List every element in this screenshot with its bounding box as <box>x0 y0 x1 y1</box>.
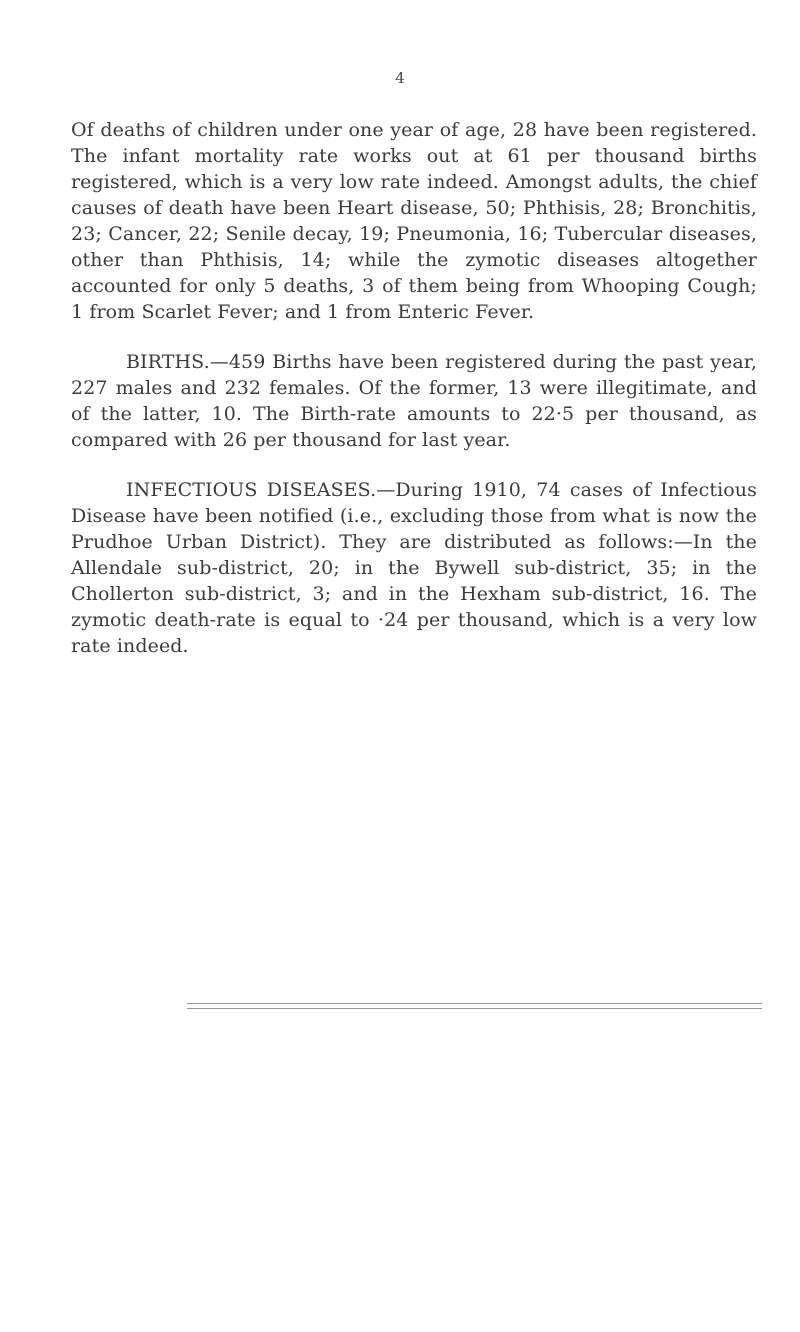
paragraph-infectious-diseases: INFECTIOUS DISEASES.—During 1910, 74 cases of Infectious Disease have been notified (i.e., excluding those from what is now the Prudhoe Urban District). They are distributed as follows:—In the Allendale sub-district, 20; in the Bywell sub-district, 35; in the Chollerton sub-district, 3; and in the Hexham sub-district, 16. The zymotic death-rate is equal to ·24 per thousand, which is a very low rate indeed. <box>71 479 757 657</box>
page-number: 4 <box>395 69 405 87</box>
paragraph-births: BIRTHS.—459 Births have been registered during the past year, 227 males and 232 females. Of the former, 13 were illegitimate, and of the latter, 10. The Birth-rate amounts to 22·5 per thousand, as compared with 26 per thousand for last year. <box>71 351 757 451</box>
divider-rule-bottom <box>187 1008 762 1009</box>
paragraph-infant-mortality: Of deaths of children under one year of age, 28 have been registered. The infant mortality rate works out at 61 per thousand births registered, which is a very low rate indeed. Amongst adults, the chief causes of death have been Heart disease, 50; Phthisis, 28; Bronchitis, 23; Cancer, 22; Senile decay, 19; Pneumonia, 16; Tubercular diseases, other than Phthisis, 14; while the zymotic diseases altogether accounted for only 5 deaths, 3 of them being from Whooping Cough; 1 from Scarlet Fever; and 1 from Enteric Fever. <box>71 119 757 323</box>
body-text <box>71 117 757 659</box>
divider-rule-top <box>187 1003 762 1004</box>
